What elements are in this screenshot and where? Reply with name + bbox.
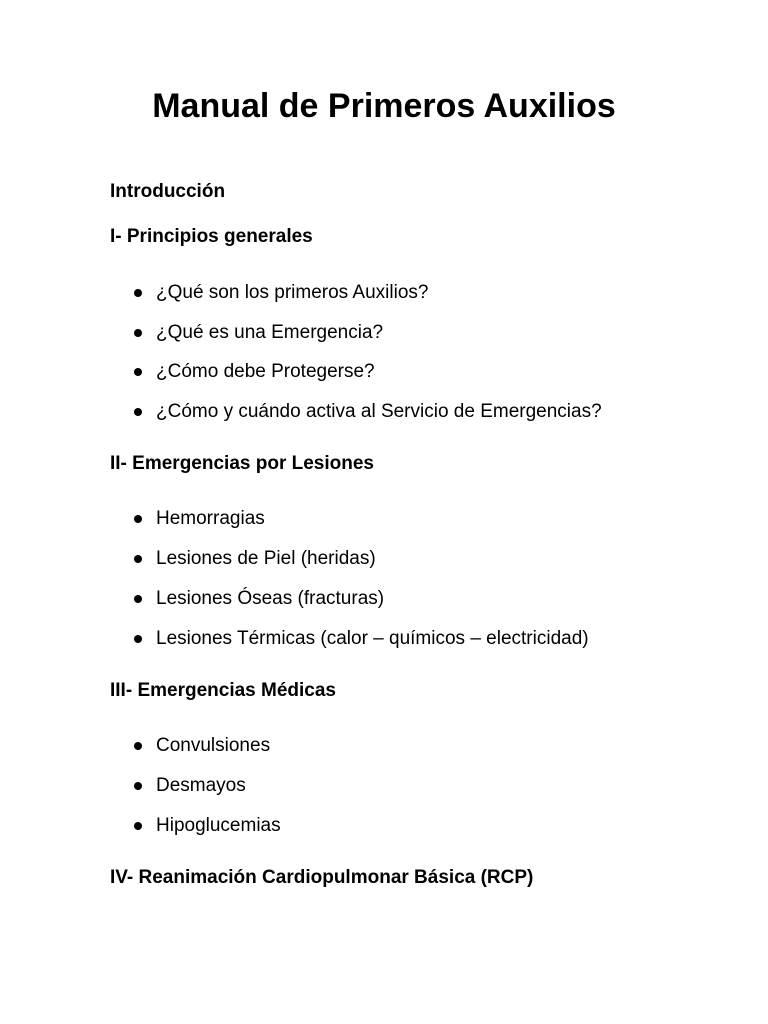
list-item-text: ¿Qué es una Emergencia? bbox=[156, 322, 384, 343]
list-item-text: ¿Cómo y cuándo activa al Servicio de Emergencias? bbox=[156, 401, 602, 422]
section-heading-4: IV- Reanimación Cardiopulmonar Básica (RCP) bbox=[110, 867, 534, 888]
list-item-text: Hipoglucemias bbox=[156, 815, 281, 836]
list-item-text: Convulsiones bbox=[156, 735, 271, 756]
document-title: Manual de Primeros Auxilios bbox=[152, 87, 616, 125]
list-item-text: Hemorragias bbox=[156, 508, 265, 529]
list-item bbox=[134, 814, 281, 838]
bullet-icon bbox=[134, 329, 142, 337]
list-item-text: Lesiones Térmicas (calor – químicos – electricidad) bbox=[156, 628, 589, 649]
list-item bbox=[134, 281, 428, 305]
list-item-text: Lesiones Óseas (fracturas) bbox=[156, 588, 385, 609]
list-item bbox=[134, 547, 376, 571]
bullet-icon bbox=[134, 515, 142, 523]
section-heading-3: III- Emergencias Médicas bbox=[110, 680, 336, 701]
intro-heading: Introducción bbox=[110, 181, 226, 202]
section-heading-1: I- Principios generales bbox=[110, 226, 313, 247]
list-item bbox=[134, 507, 265, 531]
bullet-icon bbox=[134, 742, 142, 750]
list-item bbox=[134, 627, 589, 651]
list-item bbox=[134, 360, 375, 384]
list-item bbox=[134, 774, 246, 798]
bullet-icon bbox=[134, 822, 142, 830]
bullet-icon bbox=[134, 408, 142, 416]
list-item-text: Lesiones de Piel (heridas) bbox=[156, 548, 376, 569]
list-item bbox=[134, 400, 602, 424]
list-item bbox=[134, 321, 383, 345]
list-item-text: ¿Qué son los primeros Auxilios? bbox=[156, 282, 429, 303]
list-item-text: ¿Cómo debe Protegerse? bbox=[156, 361, 375, 382]
section-heading-2: II- Emergencias por Lesiones bbox=[110, 453, 374, 474]
bullet-icon bbox=[134, 555, 142, 563]
bullet-icon bbox=[134, 289, 142, 297]
list-item bbox=[134, 587, 384, 611]
list-item-text: Desmayos bbox=[156, 775, 246, 796]
list-item bbox=[134, 734, 270, 758]
bullet-icon bbox=[134, 635, 142, 643]
bullet-icon bbox=[134, 368, 142, 376]
bullet-icon bbox=[134, 782, 142, 790]
bullet-icon bbox=[134, 595, 142, 603]
